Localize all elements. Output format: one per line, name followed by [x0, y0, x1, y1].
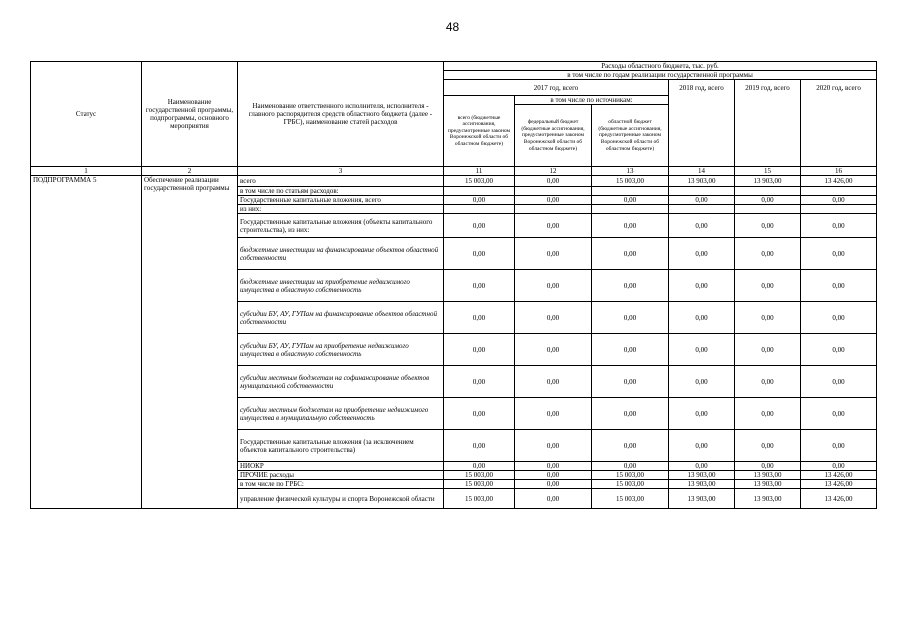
cell-value: 0,00 — [515, 334, 592, 366]
page-number: 48 — [445, 20, 460, 34]
cell-value: 15 003,00 — [592, 480, 669, 489]
cell-value: 0,00 — [669, 238, 735, 270]
cell-value — [515, 205, 592, 214]
cell-value: 0,00 — [515, 238, 592, 270]
cell-value: 0,00 — [801, 334, 877, 366]
cell-value: 0,00 — [735, 238, 801, 270]
cell-value — [515, 187, 592, 196]
cell-value: 13 903,00 — [735, 471, 801, 480]
header-regional: областной бюджет (бюджетные ассигнования, предусмотренные законом Воронежской области об областном бюджете) — [592, 105, 669, 167]
cell-value: 0,00 — [592, 398, 669, 430]
cell-value: 0,00 — [669, 270, 735, 302]
cell-value: 0,00 — [669, 366, 735, 398]
col-number: 2 — [142, 167, 238, 176]
col-number: 3 — [238, 167, 444, 176]
row-label: субсидии местным бюджетам на софинансирование объектов муниципальной собственности — [238, 366, 444, 398]
cell-value: 0,00 — [515, 489, 592, 509]
cell-value: 13 903,00 — [669, 176, 735, 187]
cell-value: 0,00 — [515, 196, 592, 205]
cell-value — [444, 205, 515, 214]
col-number: 15 — [735, 167, 801, 176]
cell-value: 0,00 — [444, 214, 515, 238]
cell-value: 0,00 — [735, 270, 801, 302]
cell-value: 15 003,00 — [444, 176, 515, 187]
header-by-years: в том числе по годам реализации государственной программы — [444, 71, 877, 80]
cell-value: 13 426,00 — [801, 176, 877, 187]
cell-value: 0,00 — [444, 196, 515, 205]
table-row — [31, 176, 877, 187]
row-label: Государственные капитальные вложения (за исключением объектов капитального строительства) — [238, 430, 444, 462]
cell-value — [801, 187, 877, 196]
budget-table — [30, 61, 877, 509]
cell-value: 0,00 — [592, 238, 669, 270]
cell-value — [735, 187, 801, 196]
cell-value: 0,00 — [735, 430, 801, 462]
cell-value: 0,00 — [592, 214, 669, 238]
cell-value: 0,00 — [444, 366, 515, 398]
cell-value: 0,00 — [669, 334, 735, 366]
cell-value — [669, 187, 735, 196]
cell-value: 0,00 — [515, 270, 592, 302]
cell-value: 15 003,00 — [592, 471, 669, 480]
col-number: 13 — [592, 167, 669, 176]
cell-value: 0,00 — [801, 366, 877, 398]
cell-value: 13 903,00 — [669, 480, 735, 489]
cell-value: 0,00 — [444, 238, 515, 270]
cell-value: 0,00 — [801, 238, 877, 270]
row-label: Государственные капитальные вложения, всего — [238, 196, 444, 205]
cell-value: 0,00 — [515, 302, 592, 334]
cell-value: 0,00 — [801, 398, 877, 430]
cell-value: 13 426,00 — [801, 480, 877, 489]
header-program-name: Наименование государственной программы, подпрограммы, основного мероприятия — [142, 62, 238, 167]
header-2020: 2020 год, всего — [801, 80, 877, 167]
cell-value: 0,00 — [735, 302, 801, 334]
cell-value: 0,00 — [735, 398, 801, 430]
column-numbers-row — [31, 167, 877, 176]
cell-value: 13 903,00 — [735, 489, 801, 509]
cell-value: 0,00 — [735, 196, 801, 205]
row-label: в том числе по ГРБС: — [238, 480, 444, 489]
cell-value: 0,00 — [515, 471, 592, 480]
cell-value: 0,00 — [801, 214, 877, 238]
cell-value: 15 003,00 — [444, 480, 515, 489]
cell-value: 13 426,00 — [801, 471, 877, 480]
cell-value: 0,00 — [801, 462, 877, 471]
cell-value: 0,00 — [444, 398, 515, 430]
cell-value — [669, 205, 735, 214]
cell-value: 0,00 — [444, 462, 515, 471]
cell-value — [735, 205, 801, 214]
status-cell: ПОДПРОГРАММА 5 — [31, 176, 142, 509]
cell-value: 0,00 — [592, 366, 669, 398]
cell-value: 0,00 — [444, 270, 515, 302]
cell-value: 0,00 — [735, 214, 801, 238]
cell-value: 0,00 — [669, 462, 735, 471]
row-label: субсидии местным бюджетам на приобретение недвижимого имущества в муниципальную собственность — [238, 398, 444, 430]
header-executor: Наименование ответственного исполнителя, исполнителя - главного распорядителя средств областного бюджета (далее - ГРБС), наименование статей расходов — [238, 62, 444, 167]
cell-value: 13 903,00 — [669, 471, 735, 480]
row-label: управление физической культуры и спорта Воронежской области — [238, 489, 444, 509]
header-by-sources: в том числе по источникам: — [515, 96, 669, 105]
cell-value: 0,00 — [444, 334, 515, 366]
row-label: бюджетные инвестиции на финансирование объектов областной собственности — [238, 238, 444, 270]
header-status: Статус — [31, 62, 142, 167]
cell-value: 0,00 — [669, 430, 735, 462]
cell-value: 0,00 — [669, 302, 735, 334]
cell-value: 13 426,00 — [801, 489, 877, 509]
cell-value: 0,00 — [735, 366, 801, 398]
cell-value: 0,00 — [801, 270, 877, 302]
cell-value: 0,00 — [515, 462, 592, 471]
cell-value: 15 003,00 — [592, 176, 669, 187]
cell-value: 0,00 — [592, 196, 669, 205]
row-label: в том числе по статьям расходов: — [238, 187, 444, 196]
header-total-2017: всего (бюджетные ассигнования, предусмотренные законом Воронежской области об областном бюджете) — [444, 96, 515, 167]
header-expenses: Расходы областного бюджета, тыс. руб. — [444, 62, 877, 71]
cell-value: 13 903,00 — [735, 480, 801, 489]
cell-value: 0,00 — [592, 462, 669, 471]
col-number: 1 — [31, 167, 142, 176]
cell-value: 0,00 — [735, 462, 801, 471]
header-2018: 2018 год, всего — [669, 80, 735, 167]
cell-value: 15 003,00 — [592, 489, 669, 509]
row-label: НИОКР — [238, 462, 444, 471]
cell-value: 15 003,00 — [444, 489, 515, 509]
cell-value: 13 903,00 — [669, 489, 735, 509]
cell-value: 0,00 — [515, 430, 592, 462]
col-number: 11 — [444, 167, 515, 176]
col-number: 12 — [515, 167, 592, 176]
cell-value — [592, 187, 669, 196]
cell-value: 15 003,00 — [444, 471, 515, 480]
cell-value: 0,00 — [592, 430, 669, 462]
header-2019: 2019 год, всего — [735, 80, 801, 167]
cell-value: 0,00 — [515, 480, 592, 489]
cell-value: 0,00 — [515, 176, 592, 187]
header-federal: федеральный бюджет (бюджетные ассигнования, предусмотренные законом Воронежской области об областном бюджете) — [515, 105, 592, 167]
cell-value: 0,00 — [669, 196, 735, 205]
cell-value: 0,00 — [515, 398, 592, 430]
row-label: субсидии БУ, АУ, ГУПам на финансирование объектов областной собственности — [238, 302, 444, 334]
cell-value: 0,00 — [592, 270, 669, 302]
cell-value: 0,00 — [669, 398, 735, 430]
cell-value: 0,00 — [444, 430, 515, 462]
col-number: 14 — [669, 167, 735, 176]
row-label: всего — [238, 176, 444, 187]
row-label: Государственные капитальные вложения (объекты капитального строительства), из них: — [238, 214, 444, 238]
cell-value: 0,00 — [801, 430, 877, 462]
cell-value: 0,00 — [515, 214, 592, 238]
cell-value — [801, 205, 877, 214]
cell-value: 0,00 — [669, 214, 735, 238]
cell-value — [592, 205, 669, 214]
program-cell: Обеспечение реализации государственной программы — [142, 176, 238, 509]
row-label: ПРОЧИЕ расходы — [238, 471, 444, 480]
cell-value: 0,00 — [444, 302, 515, 334]
row-label: субсидии БУ, АУ, ГУПам на приобретение недвижимого имущества в областную собственность — [238, 334, 444, 366]
cell-value: 0,00 — [592, 334, 669, 366]
cell-value: 0,00 — [801, 196, 877, 205]
col-number: 16 — [801, 167, 877, 176]
header-2017: 2017 год, всего — [444, 80, 669, 96]
cell-value: 0,00 — [592, 302, 669, 334]
row-label: бюджетные инвестиции на приобретение недвижимого имущества в областную собственность — [238, 270, 444, 302]
cell-value: 0,00 — [801, 302, 877, 334]
cell-value: 0,00 — [515, 366, 592, 398]
row-label: из них: — [238, 205, 444, 214]
cell-value — [444, 187, 515, 196]
cell-value: 0,00 — [735, 334, 801, 366]
cell-value: 13 903,00 — [735, 176, 801, 187]
